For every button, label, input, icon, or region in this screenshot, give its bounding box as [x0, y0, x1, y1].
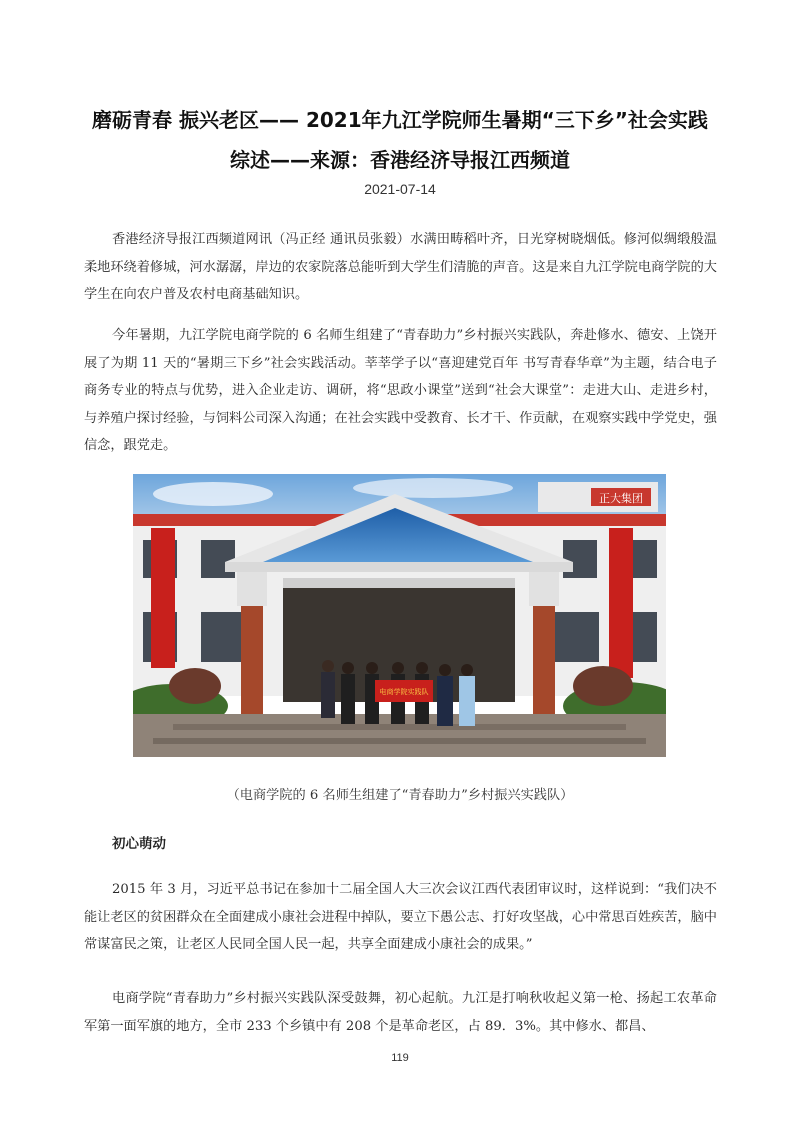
article-title-line-1: 磨砺青春 振兴老区—— 2021年九江学院师生暑期“三下乡”社会实践: [92, 108, 708, 132]
photo-caption: （电商学院的 6 名师生组建了“青春助力”乡村振兴实践队）: [226, 788, 574, 803]
team-photo: [133, 474, 666, 757]
article-title-line-2: 综述——来源：香港经济导报江西频道: [230, 148, 570, 172]
paragraph-team: 今年暑期，九江学院电商学院的 6 名师生组建了“青春助力”乡村振兴实践队，奔赴修水、德安、上饶开展了为期 11 天的“暑期三下乡”社会实践活动。莘莘学子以“喜迎建党百年 书写青春华章”为主题，结合电子商务专业的特点与优势，进入企业走访、调研，将“思政小课堂”送到“社会大课堂”：走进大山、走进乡村，与养殖户探讨经验，与饲料公司深入沟通；在社会实践中受教育、长才干、作贡献，在观察实践中学党史，强信念，跟党走。: [84, 328, 717, 453]
section-heading: 初心萌动: [112, 836, 166, 852]
publish-date: 2021-07-14: [364, 181, 436, 197]
paragraph-launch: 电商学院“青春助力”乡村振兴实践队深受鼓舞，初心起航。九江是打响秋收起义第一枪、扬起工农革命军第一面军旗的地方，全市 233 个乡镇中有 208 个是革命老区，占 89．3%。其中修水、都昌、: [84, 991, 717, 1034]
flag-text: 电商学院实践队: [379, 688, 429, 696]
paragraph-intro: 香港经济导报江西频道网讯（冯正经 通讯员张毅）水满田畴稻叶齐，日光穿树晓烟低。修河似绸缎般温柔地环绕着修城，河水潺潺，岸边的农家院落总能听到大学生们清脆的声音。这是来自九江学院电商学院的大学生在向农户普及农村电商基础知识。: [84, 232, 717, 302]
sign-text: 正大集团: [599, 492, 643, 505]
paragraph-quote: 2015 年 3 月，习近平总书记在参加十二届全国人大三次会议江西代表团审议时，这样说到：“我们决不能让老区的贫困群众在全面建成小康社会进程中掉队，要立下愚公志、打好攻坚战，心中常思百姓疾苦，脑中常谋富民之策，让老区人民同全国人民一起，共享全面建成小康社会的成果。”: [84, 882, 717, 952]
page-number: 119: [391, 1052, 409, 1064]
